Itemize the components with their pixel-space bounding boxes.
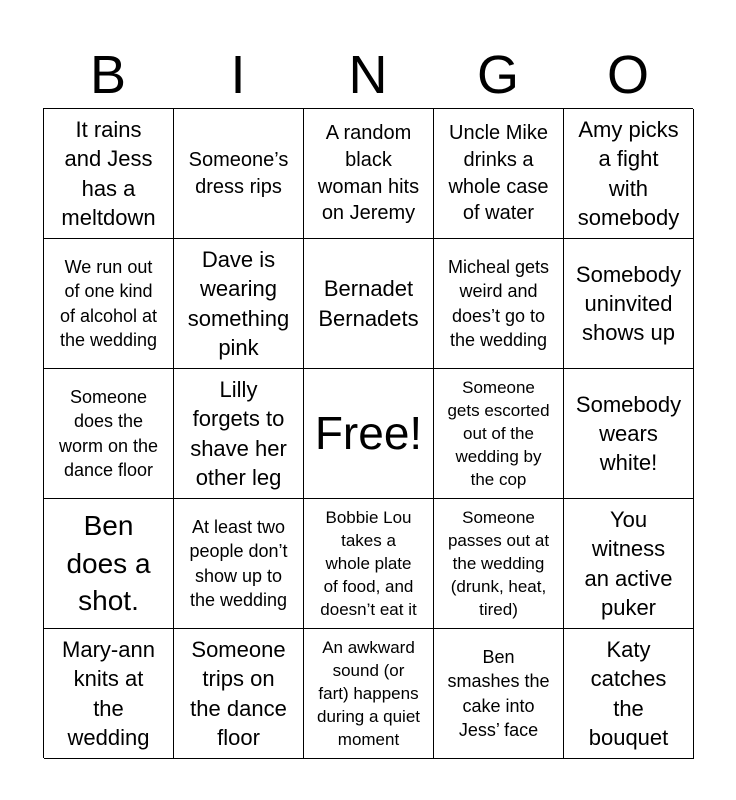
- bingo-cell[interactable]: [174, 499, 304, 629]
- bingo-cell[interactable]: [564, 629, 694, 759]
- bingo-cell-text: Ben smashes the cake into Jess’ face: [447, 646, 550, 740]
- bingo-cell[interactable]: [434, 369, 564, 499]
- bingo-cell-text: Lilly forgets to shave her other leg: [190, 377, 287, 490]
- bingo-grid: [43, 108, 693, 758]
- bingo-cell-text: Somebody uninvited shows up: [575, 261, 682, 346]
- free-space-cell[interactable]: [304, 369, 434, 499]
- bingo-cell-text: Amy picks a fight with somebody: [577, 117, 680, 230]
- bingo-cell[interactable]: [564, 499, 694, 629]
- bingo-cell-text: Someone’s dress rips: [188, 148, 289, 198]
- header-letter-n: N: [348, 45, 388, 105]
- bingo-cell-text: Mary-ann knits at the wedding: [62, 637, 155, 750]
- bingo-cell-text: It rains and Jess has a meltdown: [61, 117, 156, 230]
- bingo-cell-text: Bobbie Lou takes a whole plate of food, and doesn’t eat it: [320, 507, 417, 620]
- bingo-header: [43, 42, 693, 108]
- bingo-cell-text: Katy catches the bouquet: [588, 637, 669, 750]
- bingo-cell-text: You witness an active puker: [584, 507, 673, 620]
- header-letter-o: O: [606, 45, 649, 105]
- bingo-cell-text: Bernadet Bernadets: [318, 276, 419, 331]
- bingo-cell-text: Someone trips on the dance floor: [190, 637, 287, 750]
- header-letter-i: I: [230, 45, 246, 105]
- bingo-cell[interactable]: [434, 109, 564, 239]
- bingo-cell[interactable]: [304, 629, 434, 759]
- bingo-cell-text: Someone gets escorted out of the wedding by the cop: [447, 377, 550, 490]
- bingo-cell[interactable]: [44, 499, 174, 629]
- bingo-cell-text: Micheal gets weird and does’t go to the wedding: [447, 256, 550, 350]
- bingo-cell[interactable]: [434, 239, 564, 369]
- bingo-cell[interactable]: [564, 369, 694, 499]
- bingo-cell[interactable]: [174, 369, 304, 499]
- bingo-cell-text: An awkward sound (or fart) happens during a quiet moment: [316, 637, 421, 750]
- bingo-cell-text: At least two people don’t show up to the wedding: [189, 516, 288, 610]
- bingo-cell[interactable]: [174, 109, 304, 239]
- bingo-cell[interactable]: [434, 629, 564, 759]
- header-letter-b: B: [89, 45, 127, 105]
- bingo-cell[interactable]: [304, 109, 434, 239]
- bingo-cell-text: Uncle Mike drinks a whole case of water: [448, 122, 549, 225]
- header-letter-g: G: [476, 45, 519, 105]
- bingo-cell-text: Someone does the worm on the dance floor: [58, 386, 159, 480]
- bingo-cell-text: Someone passes out at the wedding (drunk, heat, tired): [447, 507, 550, 620]
- bingo-cell[interactable]: [44, 109, 174, 239]
- bingo-cell[interactable]: [564, 239, 694, 369]
- bingo-cell[interactable]: [44, 239, 174, 369]
- bingo-cell[interactable]: [304, 239, 434, 369]
- bingo-cell-text: Ben does a shot.: [66, 509, 151, 617]
- bingo-cell[interactable]: [304, 499, 434, 629]
- bingo-cell-text: Somebody wears white!: [575, 391, 682, 476]
- bingo-cell[interactable]: [434, 499, 564, 629]
- bingo-cell[interactable]: [564, 109, 694, 239]
- bingo-cell-text: Dave is wearing something pink: [187, 247, 290, 360]
- bingo-cell[interactable]: [44, 629, 174, 759]
- bingo-cell[interactable]: [174, 629, 304, 759]
- bingo-cell[interactable]: [44, 369, 174, 499]
- bingo-cell-text: A random black woman hits on Jeremy: [317, 122, 420, 225]
- free-space-text: Free!: [314, 407, 423, 460]
- bingo-cell-text: We run out of one kind of alcohol at the wedding: [59, 256, 158, 350]
- bingo-cell[interactable]: [174, 239, 304, 369]
